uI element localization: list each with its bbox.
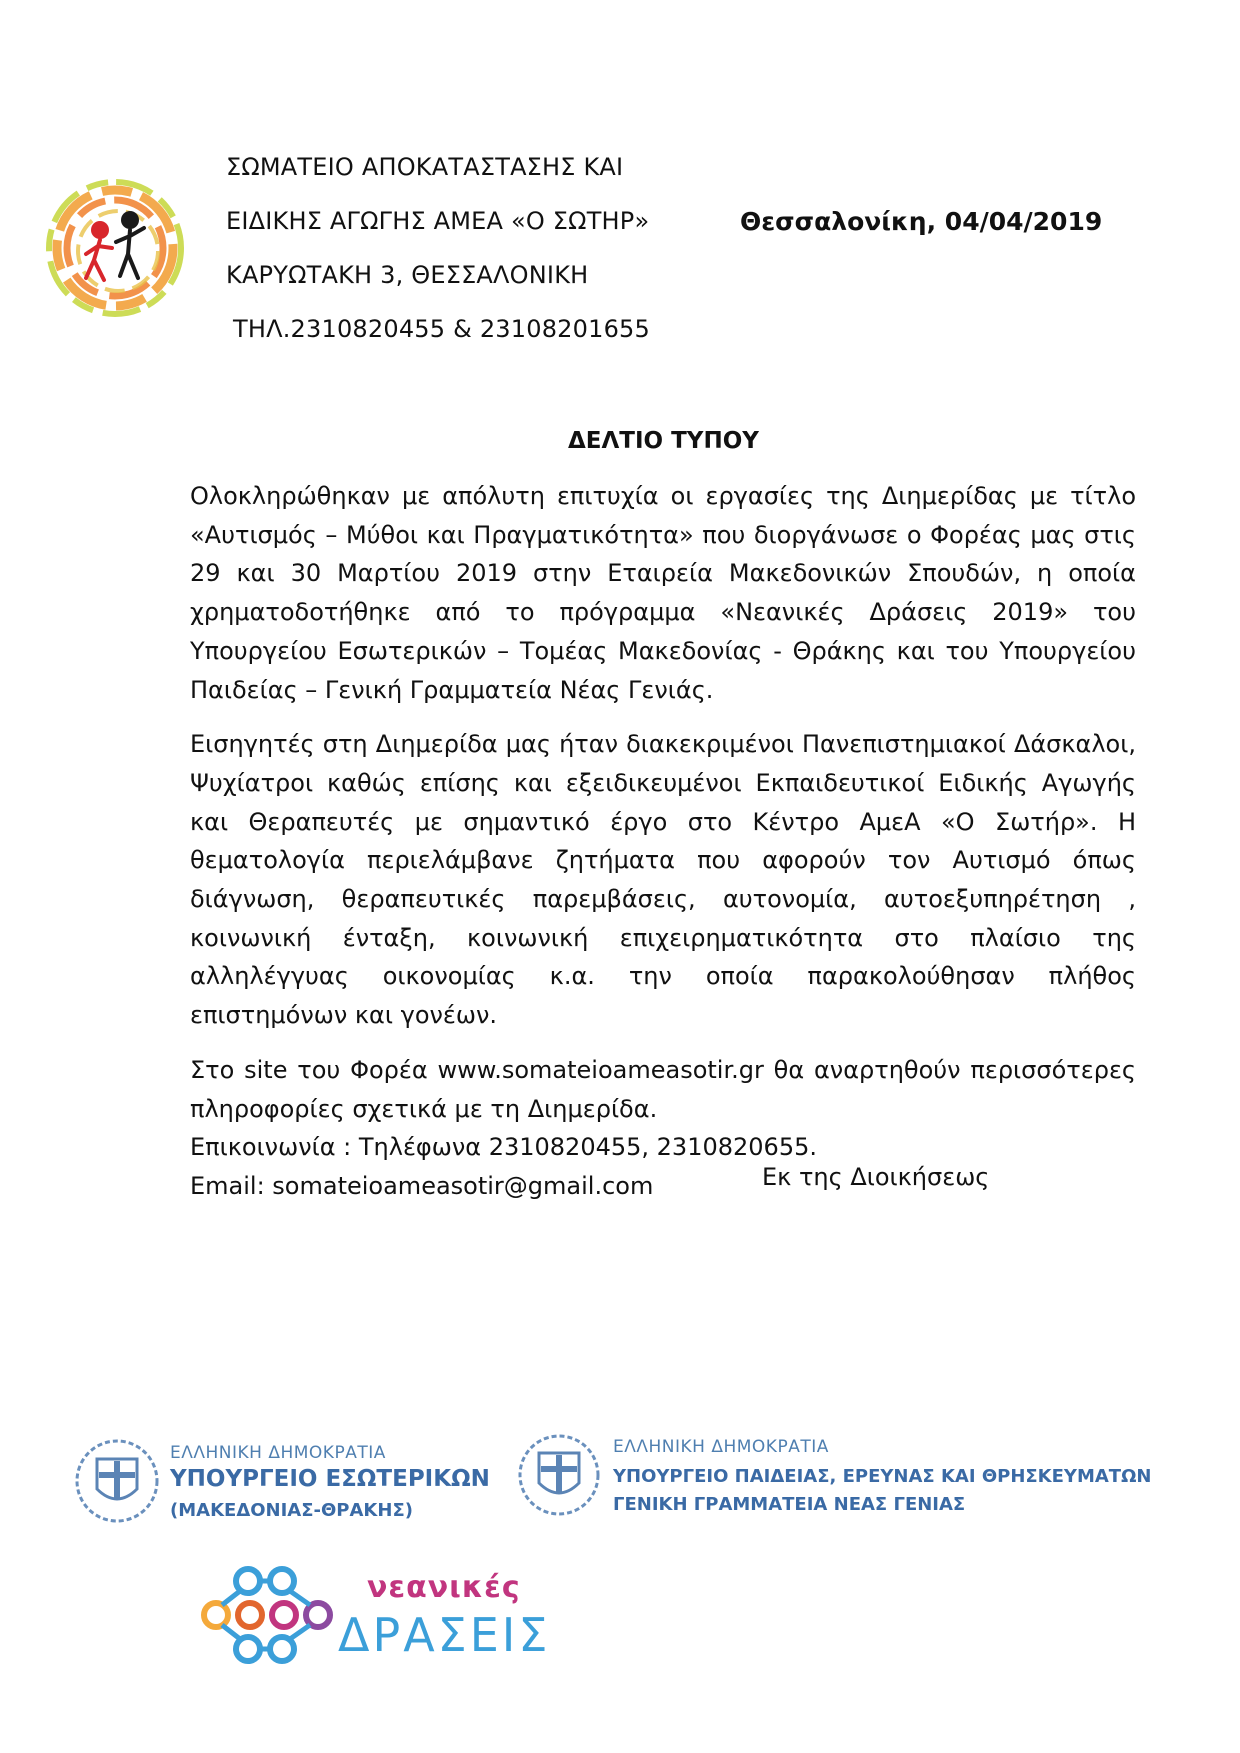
document-body: [190, 477, 1136, 1206]
contact-phones: Επικοινωνία : Τηλέφωνα 2310820455, 2310820655.: [190, 1133, 817, 1162]
organization-logo: [30, 168, 200, 328]
network-nodes-icon: [200, 1563, 336, 1667]
interior-sector-label: (ΜΑΚΕΔΟΝΙΑΣ-ΘΡΑΚΗΣ): [170, 1500, 413, 1521]
org-name-line-1: ΣΩΜΑΤΕΙΟ ΑΠΟΚΑΤΑΣΤΑΣΗΣ ΚΑΙ: [226, 153, 624, 181]
education-republic-label: ΕΛΛΗΝΙΚΗ ΔΗΜΟΚΡΑΤΙΑ: [613, 1437, 829, 1457]
education-ministry-label: ΥΠΟΥΡΓΕΙΟ ΠΑΙΔΕΙΑΣ, ΕΡΕΥΝΑΣ ΚΑΙ ΘΡΗΣΚΕΥΜΑΤΩΝ: [613, 1466, 1152, 1487]
interior-republic-label: ΕΛΛΗΝΙΚΗ ΔΗΜΟΚΡΑΤΙΑ: [170, 1443, 386, 1463]
document-title: ΔΕΛΤΙΟ ΤΥΠΟΥ: [568, 428, 759, 454]
paragraph-speakers: Εισηγητές στη Διημερίδα μας ήταν διακεκριμένοι Πανεπιστημιακοί Δάσκαλοι, Ψυχίατροι καθώς επίσης και εξειδικευμένοι Εκπαιδευτικοί Ειδικής Αγωγής και Θεραπευτές με σημαντικό έργο στο Κέντρο ΑμεΑ «Ο Σωτήρ». Η θεματολογία περιελάμβανε ζητήματα που αφορούν τον Αυτισμό όπως διάγνωση, θεραπευτικές παρεμβάσεις, αυτονομία, αυτοεξυπηρέτηση , κοινωνική ένταξη, κοινωνική επιχειρηματικότητα στο πλαίσιο της αλληλέγγυας οικονομίας κ.α. την οποία παρακολούθησαν πλήθος επιστημόνων και γονέων.: [190, 730, 1136, 1030]
greek-coat-of-arms-icon: [72, 1437, 162, 1525]
contact-email: Email: somateioameasotir@gmail.com: [190, 1171, 654, 1200]
interior-ministry-label: ΥΠΟΥΡΓΕΙΟ ΕΣΩΤΕΡΙΚΩΝ: [170, 1466, 490, 1492]
paragraph-intro: Ολοκληρώθηκαν με απόλυτη επιτυχία οι εργασίες της Διημερίδας με τίτλο «Αυτισμός – Μύθοι και Πραγματικότητα» που διοργάνωσε ο Φορέας μας στις 29 και 30 Μαρτίου 2019 στην Εταιρεία Μακεδονικών Σπουδών, η οποία χρηματοδοτήθηκε από το πρόγραμμα «Νεανικές Δράσεις 2019» του Υπουργείου Εσωτερικών – Τομέας Μακεδονίας - Θράκης και του Υπουργείου Παιδείας – Γενική Γραμματεία Νέας Γενιάς.: [190, 482, 1136, 704]
greek-coat-of-arms-icon: [516, 1432, 602, 1518]
org-name-line-2: ΕΙΔΙΚΗΣ ΑΓΩΓΗΣ ΑΜΕΑ «Ο ΣΩΤΗΡ»: [226, 207, 650, 235]
program-name-top: νεανικές: [367, 1570, 521, 1605]
signature: Εκ της Διοικήσεως: [762, 1163, 990, 1191]
education-secretariat-label: ΓΕΝΙΚΗ ΓΡΑΜΜΑΤΕΙΑ ΝΕΑΣ ΓΕΝΙΑΣ: [613, 1494, 966, 1515]
paragraph-site: Στο site του Φορέα www.somateioameasotir.gr θα αναρτηθούν περισσότερες πληροφορίες σχετικά με τη Διημερίδα.: [190, 1055, 1136, 1123]
org-address: ΚΑΡΥΩΤΑΚΗ 3, ΘΕΣΣΑΛΟΝΙΚΗ: [226, 261, 589, 289]
document-date: Θεσσαλονίκη, 04/04/2019: [740, 207, 1103, 236]
org-phone: ΤΗΛ.2310820455 & 23108201655: [233, 315, 650, 343]
program-name-bottom: ΔΡΑΣΕΙΣ: [338, 1608, 551, 1662]
